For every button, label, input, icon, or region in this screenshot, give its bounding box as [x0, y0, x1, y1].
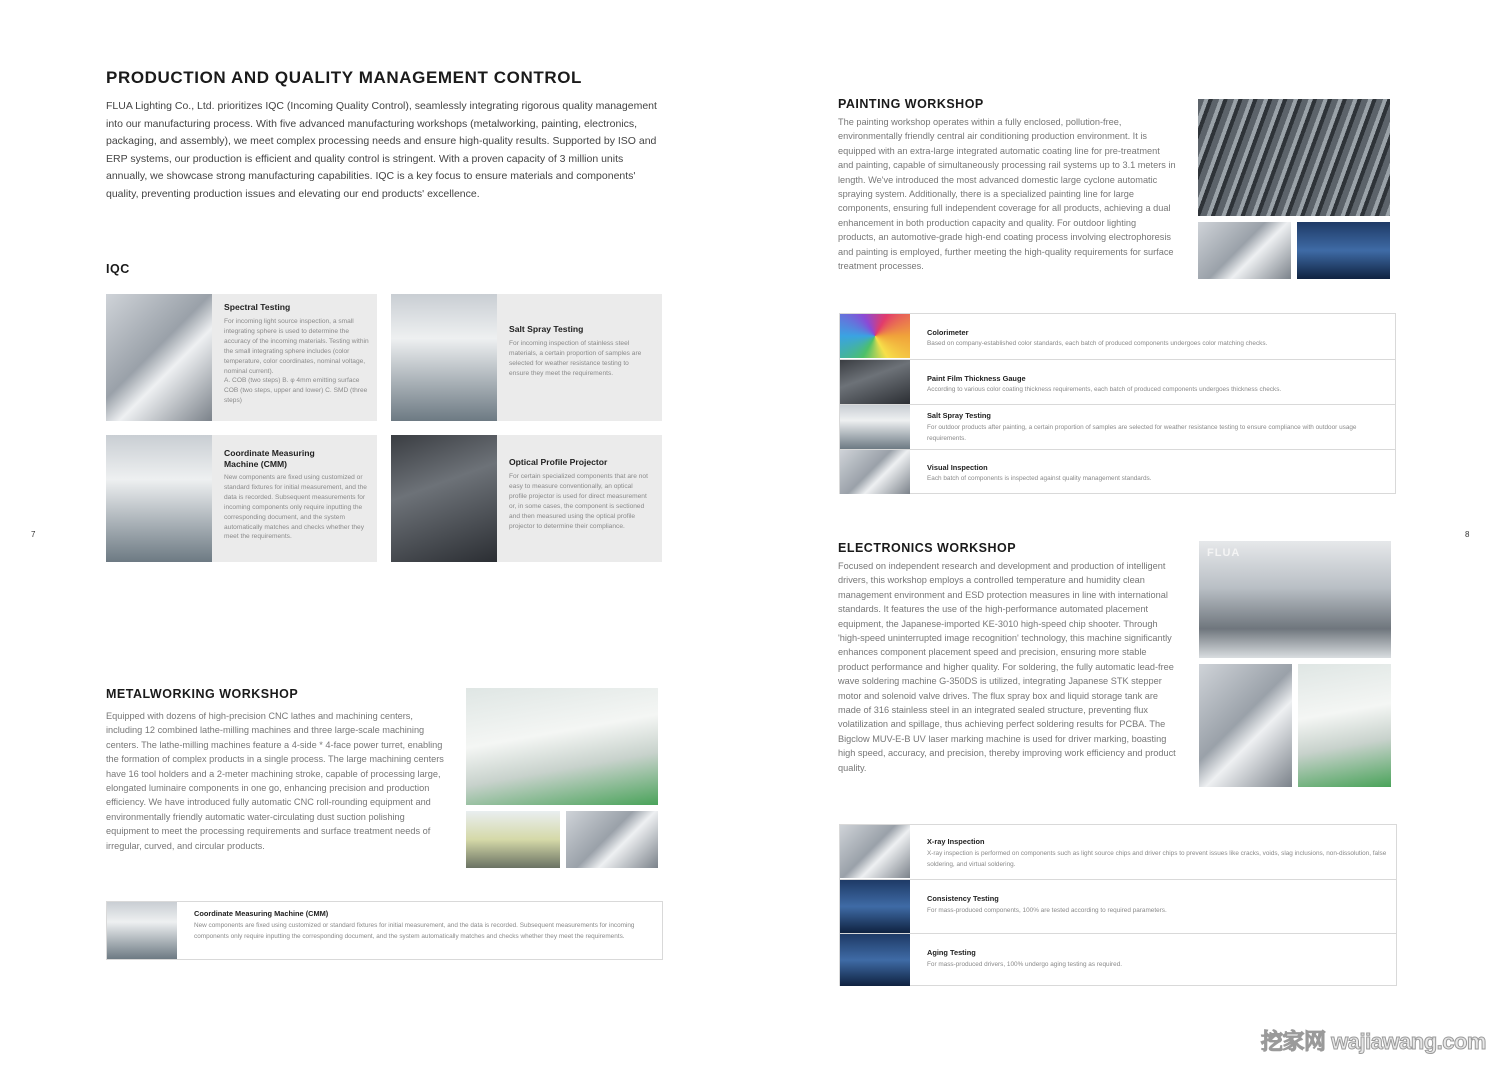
placement-line-photo: [1199, 664, 1292, 787]
iqc-card-cmm: [106, 435, 377, 562]
coating-booth-photo: [1198, 222, 1291, 279]
card-title: Optical Profile Projector: [509, 457, 608, 467]
electronics-tests-table: [839, 824, 1397, 986]
card-title: Spectral Testing: [224, 302, 291, 312]
metalworking-heading: METALWORKING WORKSHOP: [106, 687, 299, 701]
page-number-right: 8: [1465, 530, 1470, 539]
integrating-sphere-photo: [106, 294, 212, 421]
cmm-machine-photo: [106, 435, 212, 562]
box-body: New components are fixed using customized or standard fixtures for initial measurement, and the data is recorded. Subsequent measurements for incoming components only require inputting the corresponding document, and the system automatically matches and checks whether they meet the requirements.: [194, 922, 635, 940]
table-row: [840, 933, 1396, 986]
card-body: For certain specialized components that are not easy to measure conventionally, an optical profile projector is used for direct measurement or, in some cases, the component is sectioned and then measured using the optical profile projector to determine their compliance.: [509, 473, 648, 530]
smt-machine-photo: [1199, 541, 1391, 658]
page-number-left: 7: [31, 530, 36, 539]
cnc-workshop-photo: [466, 688, 658, 805]
machining-center-photo: [466, 811, 560, 868]
iqc-card-salt-spray: [391, 294, 662, 421]
electronics-paragraph: Focused on independent research and development and production of intelligent drivers, this workshop employs a controlled temperature and humidity clean management environment and ESD protection measures in line with international standards. It features the use of the high-performance automated placement equipment, the Japanese-imported KE-3010 high-speed chip shooter. Through 'high-speed uninterrupted image recognition' technology, this machine significantly enhances component placement speed and precision, ensuring more stable product performance and higher quality. For soldering, the fully automatic lead-free wave soldering machine G-350DS is utilized, integrating Japanese STK stepper motor and solenoid valve drives. The flux spray box and liquid storage tank are made of 316 stainless steel in an integrated sealed structure, preventing flux volatilization and spillage, thus achieving perfect soldering results for PCBA. The Bigclow MUV-E-B UV laser marking machine is used for driver marking, boasting high speed, accuracy, and precision, thereby improving work efficiency and product quality.: [838, 561, 1176, 773]
card-title: Salt Spray Testing: [509, 324, 584, 334]
optical-projector-photo: [391, 435, 497, 562]
electronics-heading: ELECTRONICS WORKSHOP: [838, 541, 1017, 555]
painting-tests-table: [839, 313, 1396, 494]
spray-system-photo: [1297, 222, 1390, 279]
polishing-line-photo: [566, 811, 658, 868]
row-title: Consistency Testing: [927, 894, 999, 903]
painting-line-photo: [1198, 99, 1390, 216]
table-row: [840, 314, 1395, 358]
box-title: Coordinate Measuring Machine (CMM): [194, 909, 329, 918]
iqc-heading: IQC: [106, 262, 130, 276]
row-title: Aging Testing: [927, 948, 976, 957]
row-title: Visual Inspection: [927, 463, 988, 472]
intro-paragraph: FLUA Lighting Co., Ltd. prioritizes IQC (Incoming Quality Control), seamlessly integrating rigorous quality management into our manufacturing process. With five advanced manufacturing workshops (metalworking, painting, electronics, packaging, and assembly), we meet complex processing needs and ensure high-quality results. Supported by ISO and ERP systems, our production is efficient and quality control is stringent. With a proven capacity of 3 million units annually, we showcase strong manufacturing capabilities. IQC is a key focus to ensure materials and components' quality, preventing production issues and elevating our end products' excellence.: [106, 100, 657, 200]
row-title: X-ray Inspection: [927, 837, 985, 846]
thickness-gauge-photo: [840, 360, 910, 404]
site-watermark: 挖家网 wajiawang.com: [1261, 1029, 1486, 1054]
row-body: For outdoor products after painting, a certain proportion of samples are selected for weather resistance testing to ensure compliance with outdoor usage requirements.: [927, 424, 1357, 442]
metalworking-test-box: [106, 901, 663, 960]
row-title: Salt Spray Testing: [927, 411, 991, 420]
visual-inspection-photo: [840, 450, 910, 494]
iqc-card-spectral: [106, 294, 377, 421]
table-row: [840, 879, 1396, 933]
row-body: For mass-produced components, 100% are tested according to required parameters.: [927, 907, 1167, 914]
card-body: New components are fixed using customized or standard fixtures for initial measurement, and the data is recorded. Subsequent measurements for incoming components only require inputting the corresponding document, and the system automatically matches and checks whether they meet the requirements.: [224, 474, 367, 541]
row-body: Each batch of components is inspected against quality management standards.: [927, 475, 1152, 482]
table-row: [840, 404, 1395, 449]
consistency-tester-photo: [840, 880, 910, 933]
colorimeter-photo: [840, 314, 910, 358]
smt-logo-text: FLUA: [1207, 547, 1241, 559]
aging-rack-photo: [840, 934, 910, 986]
table-row: [840, 825, 1396, 878]
salt-spray-photo: [840, 405, 910, 449]
table-row: [840, 359, 1395, 404]
iqc-card-optical-projector: [391, 435, 662, 562]
salt-spray-chamber-photo: [391, 294, 497, 421]
row-title: Colorimeter: [927, 328, 969, 337]
row-body: X-ray inspection is performed on components such as light source chips and driver chips to prevent issues like cracks, voids, slag inclusions, non-dissolution, false soldering, and virtual soldering.: [927, 850, 1387, 868]
xray-machine-photo: [840, 825, 910, 878]
row-body: For mass-produced drivers, 100% undergo aging testing as required.: [927, 961, 1123, 968]
table-row: [840, 449, 1395, 494]
row-title: Paint Film Thickness Gauge: [927, 374, 1026, 383]
painting-heading: PAINTING WORKSHOP: [838, 97, 984, 111]
painting-paragraph: The painting workshop operates within a fully enclosed, pollution-free, environmentally friendly central air conditioning production environment. It is equipped with an extra-large integrated automatic coating line for pre-treatment and painting, capable of simultaneously processing rail systems up to 3.1 meters in length. We've introduced the most advanced domestic large cyclone automatic spraying system. Additionally, there is a specialized painting line for large components, ensuring full independent coverage for all products, achieving a dual enhancement in both production capacity and quality. For outdoor lighting products, an automotive-grade high-end coating process involving electrophoresis and painting is employed, further meeting the high-quality requirements for surface treatment processes.: [838, 117, 1176, 272]
metalworking-paragraph: Equipped with dozens of high-precision CNC lathes and machining centers, including 12 combined lathe-milling machines and three large-scale machining centers. The lathe-milling machines feature a 4-side * 4-face power turret, enabling the formation of complex products in a single process. The large machining centers have 16 tool holders and a 2-meter machining stroke, capable of processing large, elongated luminaire components in one go, enhancing precision and production efficiency. We have introduced fully automatic CNC roll-rounding equipment and environmentally friendly automatic water-circulating dust suction polishing equipment to meet the processing requirements and surface treatment needs of irregular, curved, and circular products.: [106, 711, 444, 851]
card-body: For incoming light source inspection, a small integrating sphere is used to determine the accuracy of the incoming materials. Testing within the small integrating sphere includes (color temperature, color coordinates, nominal voltage, nominal current). A. COB (two steps) B. φ 4mm emitting surface COB (two steps, upper and lower) C. SMD (three steps): [224, 318, 369, 405]
page-title: PRODUCTION AND QUALITY MANAGEMENT CONTROL: [106, 68, 583, 87]
row-body: According to various color coating thickness requirements, each batch of produced components undergoes thickness checks.: [927, 386, 1282, 393]
cmm-thumbnail: [107, 902, 177, 959]
row-body: Based on company-established color standards, each batch of produced components undergoes color matching checks.: [927, 340, 1268, 347]
wave-soldering-photo: [1298, 664, 1391, 787]
card-title: Coordinate Measuring Machine (CMM): [224, 448, 315, 469]
card-body: For incoming inspection of stainless steel materials, a certain proportion of samples are selected for weather resistance testing to ensure they meet the requirements.: [509, 340, 642, 377]
